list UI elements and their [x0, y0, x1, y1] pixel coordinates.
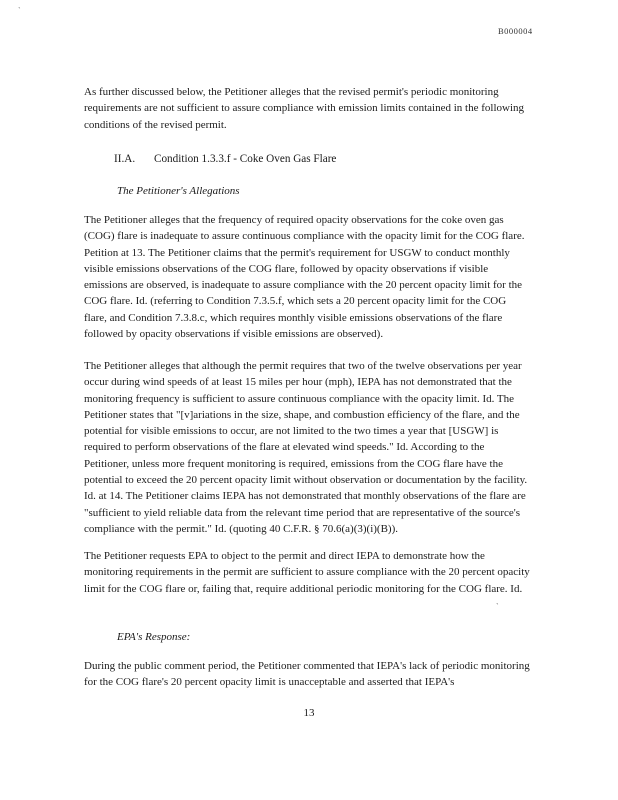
section-number: II.A. — [114, 153, 136, 165]
allegation-paragraph-2: The Petitioner alleges that although the permit requires that two of the twelve observations per year occur during wind speeds of at least 15 miles per hour (mph), IEPA has not demonstrated that the monitoring frequency is sufficient to assure continuous compliance with the opacity limit. Id. The Petitioner states that "[v]ariations in the size, shape, and combustion efficiency of the flare, and the potential for visible emissions to occur, are not limited to the two times a year that [USGW] is required to perform observations of the flare at elevated wind speeds." Id. According to the Petitioner, unless more frequent monitoring is required, emissions from the COG flare have the potential to exceed the 20 percent opacity limit without observation or documentation by the facility. Id. at 14. The Petitioner claims IEPA has not demonstrated that monthly observations of the flare are "sufficient to yield reliable data from the relevant time period that are representative of the source's compliance with the permit." Id. (quoting 40 C.F.R. § 70.6(a)(3)(i)(B)). — [84, 360, 528, 535]
response-heading: EPA's Response: — [117, 631, 191, 643]
response-paragraph: During the public comment period, the Petitioner commented that IEPA's lack of periodic monitoring for the COG flare's 20 percent opacity limit is unacceptable and asserted that IEPA's — [84, 660, 530, 689]
margin-tick: ` — [496, 602, 499, 611]
allegation-paragraph-3: The Petitioner requests EPA to object to the permit and direct IEPA to demonstrate how the monitoring requirements in the permit are sufficient to assure compliance with the 20 percent opacity limit for the COG flare or, failing that, require additional periodic monitoring for the COG flare. Id. — [84, 550, 530, 595]
allegation-heading: The Petitioner's Allegations — [117, 185, 240, 197]
page-number: 13 — [303, 707, 315, 719]
document-id: B000004 — [498, 26, 533, 36]
intro-paragraph: As further discussed below, the Petitioner alleges that the revised permit's periodic monitoring requirements are not sufficient to assure compliance with emission limits contained in the following conditions of the revised permit. — [84, 86, 524, 131]
corner-mark: ` — [18, 6, 21, 15]
section-heading — [114, 152, 336, 166]
section-title: Condition 1.3.3.f - Coke Oven Gas Flare — [154, 153, 337, 165]
allegation-paragraph-1: The Petitioner alleges that the frequency of required opacity observations for the coke oven gas (COG) flare is inadequate to assure continuous compliance with the opacity limit for the COG flare. Petition at 13. The Petitioner claims that the permit's requirement for USGW to conduct monthly visible emissions observations of the COG flare, followed by opacity observations if visible emissions are observed, is inadequate to assure compliance with the 20 percent opacity limit for the COG flare. Id. (referring to Condition 7.3.5.f, which sets a 20 percent opacity limit for the COG flare, and Condition 7.3.8.c, which requires monthly visible emissions observations of the flare followed by opacity observations if visible emissions are observed). — [84, 214, 525, 341]
